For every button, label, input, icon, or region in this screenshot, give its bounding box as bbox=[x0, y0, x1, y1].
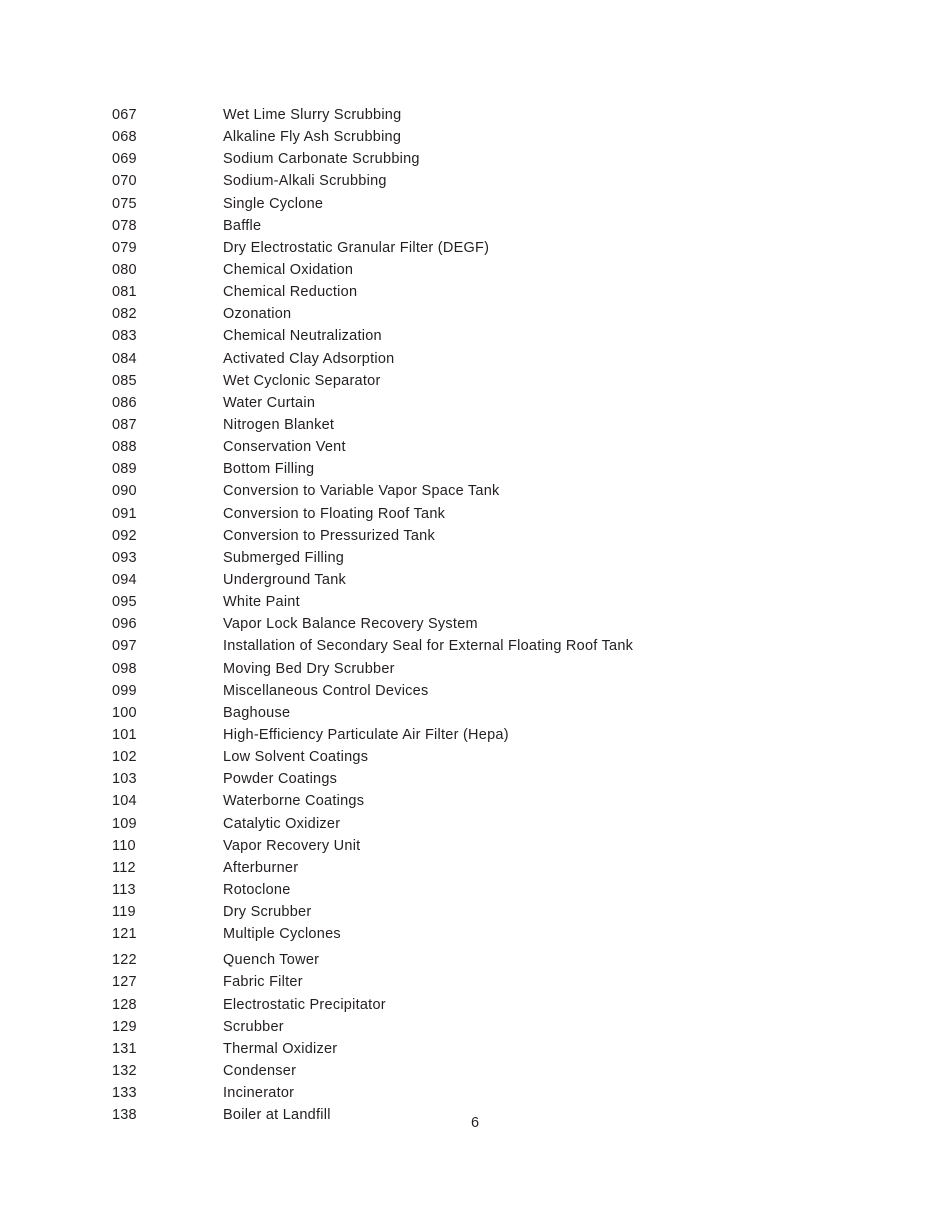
list-item bbox=[112, 658, 832, 680]
code-number: 133 bbox=[112, 1085, 137, 1102]
list-item bbox=[112, 193, 832, 215]
code-number: 127 bbox=[112, 974, 137, 991]
code-label: Vapor Lock Balance Recovery System bbox=[223, 616, 478, 633]
code-label: Dry Electrostatic Granular Filter (DEGF) bbox=[223, 239, 490, 256]
code-number: 070 bbox=[112, 173, 137, 190]
code-label: Sodium Carbonate Scrubbing bbox=[223, 151, 420, 168]
list-item bbox=[112, 348, 832, 370]
code-number: 089 bbox=[112, 461, 137, 478]
code-label: Quench Tower bbox=[223, 952, 320, 969]
code-number: 090 bbox=[112, 483, 137, 500]
code-label: Waterborne Coatings bbox=[223, 793, 365, 810]
code-label: Boiler at Landfill bbox=[223, 1107, 331, 1124]
list-item bbox=[112, 525, 832, 547]
code-label: Afterburner bbox=[223, 859, 299, 876]
code-number: 098 bbox=[112, 660, 137, 677]
code-number: 079 bbox=[112, 239, 137, 256]
code-label: Chemical Neutralization bbox=[223, 328, 382, 345]
code-number: 082 bbox=[112, 306, 137, 323]
code-label: Conversion to Pressurized Tank bbox=[223, 527, 435, 544]
code-label: Scrubber bbox=[223, 1018, 284, 1035]
list-item bbox=[112, 635, 832, 657]
list-item bbox=[112, 281, 832, 303]
list-item bbox=[112, 1060, 832, 1082]
list-item bbox=[112, 237, 832, 259]
code-label: White Paint bbox=[223, 594, 300, 611]
list-item bbox=[112, 879, 832, 901]
list-item bbox=[112, 835, 832, 857]
code-number: 110 bbox=[112, 837, 136, 854]
code-number: 131 bbox=[112, 1040, 137, 1057]
code-label: Submerged Filling bbox=[223, 549, 345, 566]
code-label: Low Solvent Coatings bbox=[223, 749, 369, 766]
code-label: Single Cyclone bbox=[223, 195, 324, 212]
code-number: 138 bbox=[112, 1107, 137, 1124]
list-item bbox=[112, 480, 832, 502]
code-number: 119 bbox=[112, 904, 136, 921]
list-item bbox=[112, 949, 832, 971]
code-number: 084 bbox=[112, 350, 137, 367]
code-label: Multiple Cyclones bbox=[223, 926, 341, 943]
code-number: 094 bbox=[112, 571, 137, 588]
list-item bbox=[112, 126, 832, 148]
code-number: 088 bbox=[112, 439, 137, 456]
code-number: 081 bbox=[112, 284, 137, 301]
code-label: Catalytic Oxidizer bbox=[223, 815, 341, 832]
code-number: 122 bbox=[112, 952, 137, 969]
list-item bbox=[112, 702, 832, 724]
code-label: Nitrogen Blanket bbox=[223, 416, 335, 433]
code-number: 068 bbox=[112, 129, 137, 146]
code-number: 128 bbox=[112, 996, 137, 1013]
code-label: Miscellaneous Control Devices bbox=[223, 682, 429, 699]
code-label: Activated Clay Adsorption bbox=[223, 350, 395, 367]
code-label: Conservation Vent bbox=[223, 439, 346, 456]
list-item bbox=[112, 768, 832, 790]
control-device-code-list bbox=[112, 104, 832, 1126]
code-label: Incinerator bbox=[223, 1085, 295, 1102]
list-item bbox=[112, 370, 832, 392]
code-label: Fabric Filter bbox=[223, 974, 303, 991]
list-item bbox=[112, 170, 832, 192]
code-label: Chemical Oxidation bbox=[223, 261, 354, 278]
list-item bbox=[112, 414, 832, 436]
code-label: Rotoclone bbox=[223, 881, 291, 898]
list-item bbox=[112, 325, 832, 347]
code-label: Moving Bed Dry Scrubber bbox=[223, 660, 395, 677]
list-item bbox=[112, 458, 832, 480]
code-label: Conversion to Variable Vapor Space Tank bbox=[223, 483, 500, 500]
code-label: Dry Scrubber bbox=[223, 904, 312, 921]
list-item bbox=[112, 901, 832, 923]
code-label: Powder Coatings bbox=[223, 771, 338, 788]
list-item bbox=[112, 1082, 832, 1104]
code-number: 087 bbox=[112, 416, 137, 433]
code-label: Electrostatic Precipitator bbox=[223, 996, 386, 1013]
code-number: 091 bbox=[112, 505, 137, 522]
list-item bbox=[112, 148, 832, 170]
code-number: 093 bbox=[112, 549, 137, 566]
list-item bbox=[112, 215, 832, 237]
list-item bbox=[112, 724, 832, 746]
list-item bbox=[112, 436, 832, 458]
list-item bbox=[112, 503, 832, 525]
list-item bbox=[112, 857, 832, 879]
code-label: Wet Cyclonic Separator bbox=[223, 372, 381, 389]
code-label: Thermal Oxidizer bbox=[223, 1040, 338, 1057]
code-number: 085 bbox=[112, 372, 137, 389]
list-item bbox=[112, 591, 832, 613]
code-number: 086 bbox=[112, 394, 137, 411]
list-item bbox=[112, 104, 832, 126]
code-label: Vapor Recovery Unit bbox=[223, 837, 361, 854]
code-label: High-Efficiency Particulate Air Filter (Hepa) bbox=[223, 726, 509, 743]
page-number: 6 bbox=[470, 1115, 480, 1131]
code-label: Installation of Secondary Seal for External Floating Roof Tank bbox=[223, 638, 634, 655]
list-item bbox=[112, 680, 832, 702]
list-item bbox=[112, 569, 832, 591]
code-number: 097 bbox=[112, 638, 137, 655]
code-number: 075 bbox=[112, 195, 137, 212]
list-item bbox=[112, 923, 832, 945]
code-label: Conversion to Floating Roof Tank bbox=[223, 505, 446, 522]
list-item bbox=[112, 994, 832, 1016]
list-item bbox=[112, 392, 832, 414]
code-label: Wet Lime Slurry Scrubbing bbox=[223, 107, 402, 123]
code-number: 101 bbox=[112, 726, 137, 743]
code-number: 109 bbox=[112, 815, 137, 832]
code-label: Ozonation bbox=[223, 306, 292, 323]
code-number: 083 bbox=[112, 328, 137, 345]
code-number: 067 bbox=[112, 107, 137, 123]
code-label: Chemical Reduction bbox=[223, 284, 358, 301]
code-label: Water Curtain bbox=[223, 394, 316, 411]
code-number: 102 bbox=[112, 749, 137, 766]
code-label: Bottom Filling bbox=[223, 461, 315, 478]
list-item bbox=[112, 1038, 832, 1060]
list-item bbox=[112, 746, 832, 768]
list-item bbox=[112, 1016, 832, 1038]
code-number: 103 bbox=[112, 771, 137, 788]
list-item bbox=[112, 971, 832, 993]
list-item bbox=[112, 259, 832, 281]
code-number: 100 bbox=[112, 704, 137, 721]
code-label: Baghouse bbox=[223, 704, 291, 721]
code-label: Sodium-Alkali Scrubbing bbox=[223, 173, 387, 190]
code-number: 132 bbox=[112, 1063, 137, 1080]
list-item bbox=[112, 813, 832, 835]
code-number: 096 bbox=[112, 616, 137, 633]
code-label: Condenser bbox=[223, 1063, 297, 1080]
list-item bbox=[112, 303, 832, 325]
code-number: 092 bbox=[112, 527, 137, 544]
code-number: 113 bbox=[112, 881, 136, 898]
code-label: Baffle bbox=[223, 217, 262, 234]
list-item bbox=[112, 547, 832, 569]
code-label: Underground Tank bbox=[223, 571, 347, 588]
code-number: 104 bbox=[112, 793, 137, 810]
list-item bbox=[112, 790, 832, 812]
code-label: Alkaline Fly Ash Scrubbing bbox=[223, 129, 402, 146]
code-number: 099 bbox=[112, 682, 137, 699]
code-number: 069 bbox=[112, 151, 137, 168]
code-number: 112 bbox=[112, 859, 136, 876]
code-number: 080 bbox=[112, 261, 137, 278]
code-number: 095 bbox=[112, 594, 137, 611]
code-number: 129 bbox=[112, 1018, 137, 1035]
code-number: 121 bbox=[112, 926, 137, 943]
code-number: 078 bbox=[112, 217, 137, 234]
list-item bbox=[112, 613, 832, 635]
